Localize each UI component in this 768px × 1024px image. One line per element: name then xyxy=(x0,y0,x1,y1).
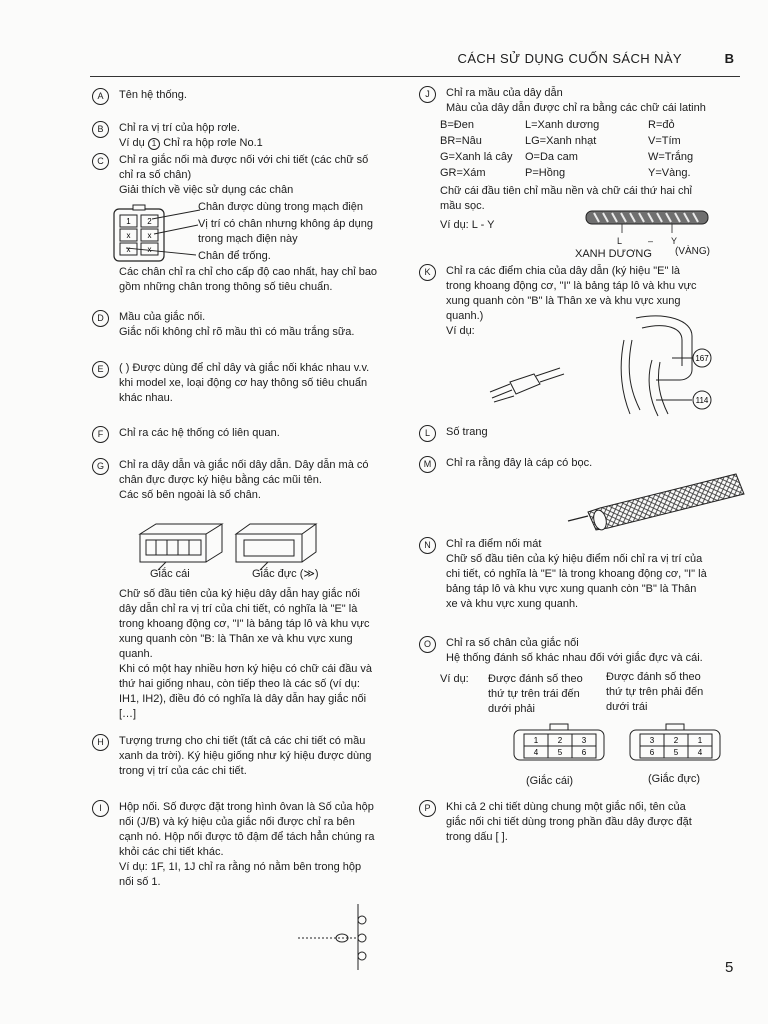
female-connector-label: Giắc cái xyxy=(150,568,190,580)
item-e-marker: E xyxy=(92,361,109,378)
item-o-line2: Hệ thống đánh số khác nhau đối với giắc đực và cái. xyxy=(446,652,703,664)
shielded-cable-drawing xyxy=(586,472,746,532)
wire-color-code: B=Đen xyxy=(440,119,474,131)
item-m-marker: M xyxy=(419,456,436,473)
page-header xyxy=(90,50,740,77)
male-connector-label: Giắc đực (≫) xyxy=(252,568,319,580)
pin-callout-used: Chân được dùng trong mạch điện xyxy=(198,201,364,213)
item-e-text: ( ) Được dùng để chỉ dây và giắc nối khác nhau v.v. khi model xe, loại động cơ hay thông số tiêu chuẩn khác nhau. xyxy=(119,362,370,404)
wire-color-code: P=Hồng xyxy=(525,167,566,179)
item-c-text: Chỉ ra giắc nối mà được nối với chi tiết (các chữ số chỉ ra số chân) Giải thích về việc sử dụng các chân xyxy=(119,154,369,196)
wire-color-code: GR=Xám xyxy=(440,167,486,179)
wire-color-code: V=Tím xyxy=(648,135,681,147)
pin-label: x xyxy=(126,245,131,254)
item-d-marker: D xyxy=(92,310,109,327)
split-point-label: 114 xyxy=(695,396,709,405)
item-m-text: Chỉ ra rằng đây là cáp có bọc. xyxy=(446,457,593,469)
wire-letter-stripe: Y xyxy=(671,236,678,246)
pin-callout-unused: Vị trí có chân nhưng không áp dụng trong mạch điện này xyxy=(198,218,373,245)
item-j-line1: Chỉ ra mầu của dây dẫn xyxy=(446,87,563,99)
item-p-text: Khi cả 2 chi tiết dùng chung một giắc nối, tên của giắc nối chi tiết dùng trong phần đầu dây được đặt trong dấu [ ]. xyxy=(446,801,692,843)
item-c-note: Các chân chỉ ra chỉ cho cấp độ cao nhất, hay chỉ bao gồm những chân trong thông số tiêu chuẩn. xyxy=(119,266,378,293)
female-pin-diagram-label: (Giắc cái) xyxy=(526,775,574,787)
header-title: CÁCH SỬ DỤNG CUỐN SÁCH NÀY xyxy=(457,51,682,66)
wire-color-code: Y=Vàng. xyxy=(648,167,691,179)
male-connector-drawing xyxy=(232,520,322,568)
item-n-text: Chỉ ra điểm nối mát Chữ số đầu tiên của ký hiệu điểm nối chỉ ra vị trí của chi tiết, có nghĩa là "E" là trong khoang động cơ, "I" là bảng táp lô và khu vực xung quanh còn "B" là Thân xe và khu vực xung quanh. xyxy=(446,538,707,610)
item-l-marker: L xyxy=(419,425,436,442)
item-j-marker: J xyxy=(419,86,436,103)
pin-number: 4 xyxy=(697,748,703,757)
item-g-marker: G xyxy=(92,458,109,475)
pin-number: 5 xyxy=(557,748,563,757)
pin-label: x xyxy=(147,245,152,254)
item-i-marker: I xyxy=(92,800,109,817)
item-g-text2: Chữ số đầu tiên của ký hiệu dây dẫn hay giắc nối dây dẫn chỉ ra vị trí của chi tiết, có nghĩa là "E" là trong khoang động cơ, "I" là bảng táp lô và khu vực xung quanh còn "B: là Thân xe và khu vực xung quanh. Khi có một hay nhiều hơn ký hiệu có chữ cái đầu và thứ hai giống nhau, còn tiếp theo là các số (ví dụ: IH1, IH2), điều đó có nghĩa là dây dẫn hay giắc nối […] xyxy=(119,588,373,720)
pin-number: 3 xyxy=(581,736,587,745)
pin-number: 2 xyxy=(557,736,563,745)
item-a-text: Tên hệ thống. xyxy=(119,89,187,101)
item-g-text: Chỉ ra dây dẫn và giắc nối dây dẫn. Dây dẫn mà có chân đực được ký hiệu bằng các mũi tên. Các số bên ngoài là số chân. xyxy=(119,459,369,501)
wire-color-code: BR=Nâu xyxy=(440,135,482,147)
item-b-example-text: Chỉ ra hộp rơle No.1 xyxy=(163,137,263,149)
relay-box-badge: 1 xyxy=(148,138,160,150)
item-i-text: Hộp nối. Số được đặt trong hình ôvan là Số của hộp nối (J/B) và ký hiệu của giắc nối được chỉ ra bên cạnh nó. Hộp nối được tô đậm để tách hẳn chúng ra khỏi các chi tiết khác. Ví dụ: 1F, 1I, 1J chỉ ra rằng nó nằm bên trong hộp nối số 1. xyxy=(119,801,375,888)
pin-number: 6 xyxy=(581,748,587,757)
item-f-text: Chỉ ra các hệ thống có liên quan. xyxy=(119,427,280,439)
wire-color-code: R=đỏ xyxy=(648,119,675,131)
wire-color-code: G=Xanh lá cây xyxy=(440,151,513,163)
pin-label: x xyxy=(147,231,152,240)
split-point-label: 167 xyxy=(695,354,709,363)
female-numbering-note: Được đánh số theo thứ tự trên trái đến dưới phải xyxy=(488,673,583,715)
item-h-text: Tượng trưng cho chi tiết (tất cả các chi tiết có mầu xanh da trời). Ký hiệu giống như ký hiệu được dùng trong vị trí của các chi tiết. xyxy=(119,735,372,777)
item-b-line1: Chỉ ra vị trí của hộp rơle. xyxy=(119,122,240,134)
pin-label: 1 xyxy=(126,217,131,226)
wire-label-stripe-color: (VÀNG) xyxy=(675,246,710,257)
item-j-line2: Màu của dây dẫn được chỉ ra bằng các chữ cái latinh xyxy=(446,102,706,114)
pin-number: 1 xyxy=(697,736,703,745)
item-o-example-label: Ví dụ: xyxy=(440,673,469,685)
wire-letter-base: L xyxy=(617,236,623,246)
pin-label: x xyxy=(126,231,131,240)
pin-number: 4 xyxy=(533,748,539,757)
item-j-example: Ví dụ: L - Y xyxy=(440,219,495,231)
connector-pin-diagram xyxy=(112,207,182,265)
striped-wire-drawing xyxy=(584,207,714,231)
item-c-marker: C xyxy=(92,153,109,170)
pin-label: 2 xyxy=(147,217,152,226)
female-pin-numbering-diagram xyxy=(512,722,612,766)
wire-color-code: LG=Xanh nhạt xyxy=(525,135,597,147)
wire-letter-dash: – xyxy=(648,236,654,246)
item-d-text: Mầu của giắc nối. Giắc nối không chỉ rõ mầu thì có mầu trắng sữa. xyxy=(119,311,355,338)
male-numbering-note: Được đánh số theo thứ tự trên phải đến dưới trái xyxy=(606,671,704,713)
item-b-marker: B xyxy=(92,121,109,138)
wire-label-base-color: XANH DƯƠNG xyxy=(575,248,652,260)
pin-number: 6 xyxy=(649,748,655,757)
item-b-example-prefix: Ví dụ xyxy=(119,137,145,149)
page-number: 5 xyxy=(725,959,734,976)
item-p-marker: P xyxy=(419,800,436,817)
wire-color-code: L=Xanh dương xyxy=(525,119,600,131)
wire-color-code-table xyxy=(440,118,730,182)
wire-color-code: O=Da cam xyxy=(525,151,578,163)
item-a-marker: A xyxy=(92,88,109,105)
male-pin-diagram-label: (Giắc đực) xyxy=(648,773,700,785)
item-f-marker: F xyxy=(92,426,109,443)
wire-splice-drawing xyxy=(488,362,568,402)
pin-number: 2 xyxy=(673,736,679,745)
pin-number: 5 xyxy=(673,748,679,757)
male-pin-numbering-diagram xyxy=(628,722,728,766)
item-j-text2: Chữ cái đầu tiên chỉ mầu nền và chữ cái thứ hai chỉ mầu sọc. xyxy=(440,185,693,212)
item-n-marker: N xyxy=(419,537,436,554)
female-connector-drawing xyxy=(136,520,228,568)
item-l-text: Số trang xyxy=(446,426,488,438)
item-o-line1: Chỉ ra số chân của giắc nối xyxy=(446,637,579,649)
item-h-marker: H xyxy=(92,734,109,751)
pin-callout-empty: Chân để trống. xyxy=(198,250,271,262)
wire-color-code: W=Trắng xyxy=(648,151,694,163)
harness-split-drawing xyxy=(596,310,722,420)
pin-number: 3 xyxy=(649,736,655,745)
item-o-marker: O xyxy=(419,636,436,653)
header-section-letter: B xyxy=(724,51,734,66)
pin-number: 1 xyxy=(533,736,539,745)
junction-block-symbol xyxy=(296,900,386,972)
item-k-marker: K xyxy=(419,264,436,281)
item-k-text: Chỉ ra các điểm chia của dây dẫn (ký hiệu "E" là trong khoang động cơ, "I" là bảng táp lô và khu vực xung quanh còn "B" là Thân xe và khu vực xung quanh.) Ví dụ: xyxy=(446,265,697,337)
